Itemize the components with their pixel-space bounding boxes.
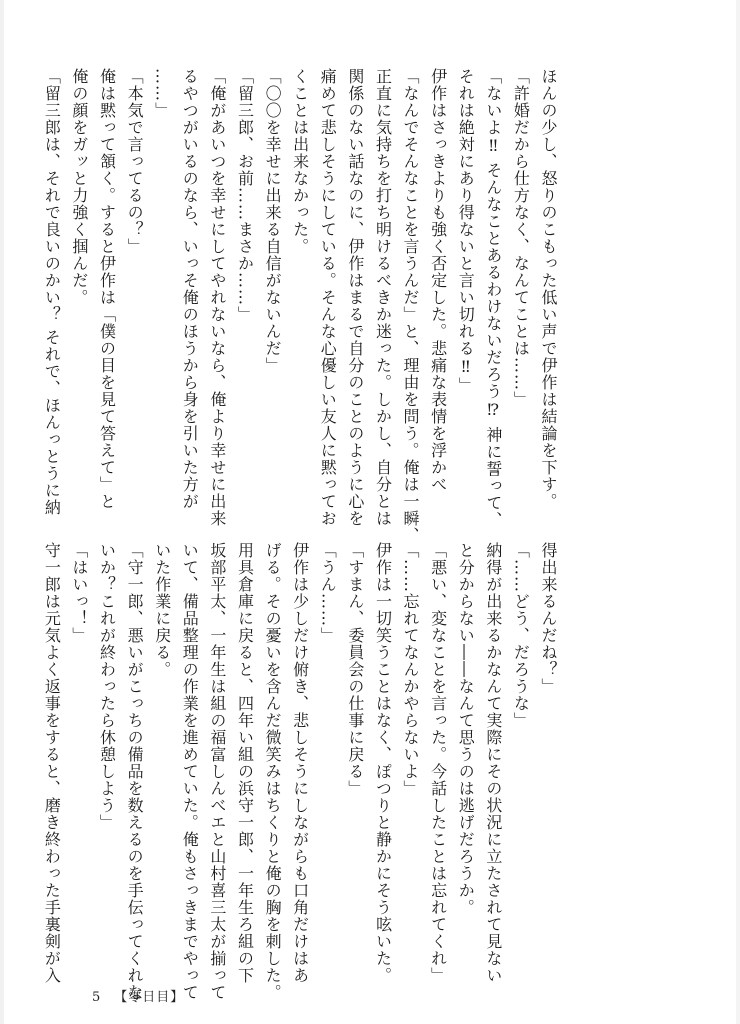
text-column: ……」 bbox=[152, 68, 172, 119]
text-column: 痛めて悲しそうにしている。そんな心優しい友人に黙ってお bbox=[318, 68, 338, 527]
text-column: 俺は黙って頷く。すると伊作は「僕の目を見て答えて」と bbox=[97, 68, 117, 510]
text-column: 「はいっ！」 bbox=[69, 542, 89, 644]
text-column: 「すまん、委員会の仕事に戻る」 bbox=[345, 542, 365, 797]
text-column: 「許婚だから仕方なく、なんてことは……」 bbox=[511, 68, 531, 408]
text-column: いた作業に戻る。 bbox=[152, 542, 172, 678]
text-column: 納得が出来るかなんて実際にその状況に立たされて見ない bbox=[483, 542, 503, 984]
text-column: 伊作は少しだけ俯き、悲しそうにしながらも口角だけはあ bbox=[290, 542, 310, 984]
text-column: 「留三郎は、それで良いのかい？ それで、ほんっとうに納 bbox=[42, 68, 62, 517]
text-column: ほんの少し、怒りのこもった低い声で伊作は結論を下す。 bbox=[539, 68, 558, 510]
text-column: 「本気で言ってるの？」 bbox=[125, 68, 145, 255]
text-column: 「〇〇を幸せに出来る自信がないんだ」 bbox=[263, 68, 283, 374]
page-number: 5 bbox=[92, 990, 101, 1005]
text-column: と分からない――なんて思うのは逃げだろうか。 bbox=[456, 542, 476, 916]
text-column: 伊作は一切笑うことはなく、ぽつりと静かにそう呟いた。 bbox=[373, 542, 393, 984]
text-column: 「悪い、変なことを言った。今話したことは忘れてくれ」 bbox=[428, 542, 448, 984]
text-column: 「うん……」 bbox=[318, 542, 338, 644]
text-column: 得出来るんだね？」 bbox=[539, 542, 558, 695]
text-column: げる。その憂いを含んだ微笑みはちくりと俺の胸を刺した。 bbox=[263, 542, 283, 1001]
text-column: 「なんでそんなことを言うんだ」と、理由を問う。俺は一瞬、 bbox=[401, 68, 421, 544]
text-column: 俺の顔をガッと力強く掴んだ。 bbox=[69, 68, 89, 306]
upper-text-block bbox=[38, 68, 562, 544]
text-column: 正直に気持ちを打ち明けるべきか迷った。しかし、自分とは bbox=[373, 68, 393, 527]
text-column: それは絶対にあり得ないと言い切れる‼」 bbox=[456, 68, 476, 394]
text-column: 伊作はさっきよりも強く否定した。悲痛な表情を浮かべ bbox=[428, 68, 448, 493]
text-column: 「……忘れてなんかやらないよ」 bbox=[401, 542, 421, 797]
text-column: 「……どう、だろうな」 bbox=[511, 542, 531, 729]
text-column: いて、備品整理の作業を進めていた。俺もさっきまでやって bbox=[180, 542, 200, 1001]
text-column: 「守一郎、悪いがこっちの備品を数えるのを手伝ってくれな bbox=[125, 542, 145, 1001]
text-column: 用具倉庫に戻ると、四年い組の浜守一郎、一年生ろ組の下 bbox=[235, 542, 255, 984]
text-column: 「ないよ‼ そんなことあるわけないだろう⁉ 神に誓って、 bbox=[483, 68, 503, 529]
page-footer bbox=[92, 986, 184, 1005]
text-column: 「俺があいつを幸せにしてやれないなら、俺より幸せに出来 bbox=[207, 68, 227, 527]
text-column: くことは出来なかった。 bbox=[290, 68, 310, 255]
text-column: いか？これが終わったら休憩しよう」 bbox=[97, 542, 117, 831]
text-column: 「留三郎、お前……まさか……」 bbox=[235, 68, 255, 323]
text-column: 坂部平太、一年生は組の福富しんべエと山村喜三太が揃って bbox=[207, 542, 227, 1001]
text-column: るやつがいるのなら、いっそ俺のほうから身を引いた方が bbox=[180, 68, 200, 510]
text-column: 関係のない話なのに、伊作はまるで自分のことのように心を bbox=[345, 68, 365, 527]
text-column: 守一郎は元気よく返事をすると、磨き終わった手裏剣が入 bbox=[42, 542, 62, 984]
section-title: 【零日目】 bbox=[114, 990, 185, 1005]
